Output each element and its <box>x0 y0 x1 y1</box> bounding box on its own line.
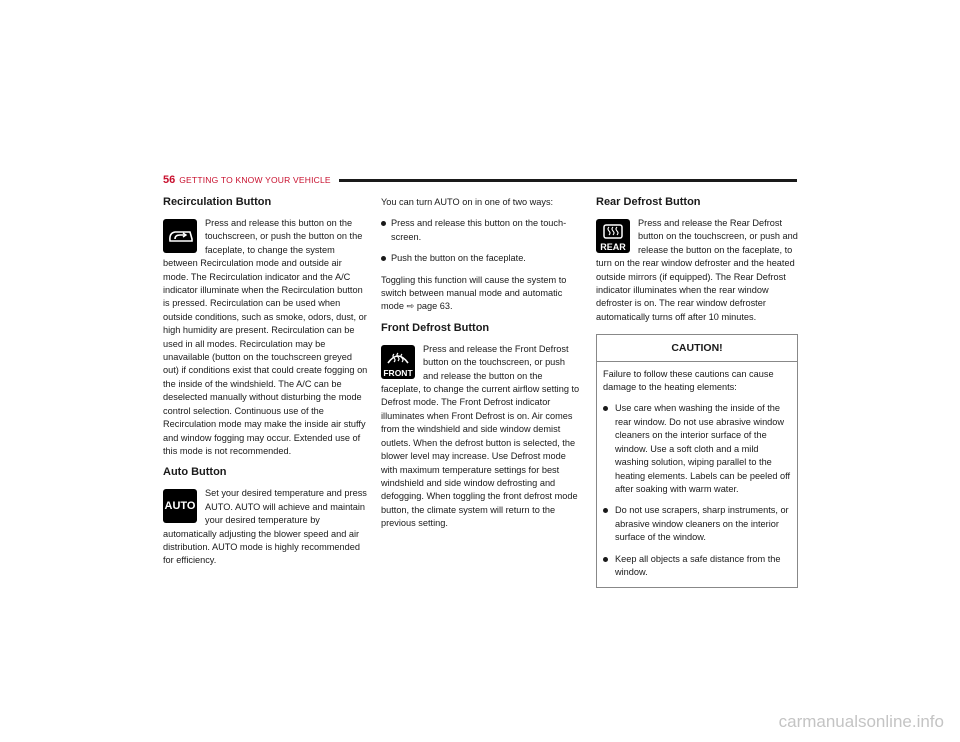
recirculation-icon <box>163 219 197 253</box>
auto-toggle-text <box>381 274 581 314</box>
list-item: Use care when washing the inside of the rear window. Do not use abrasive window cleaners on the interior surface of the window. Use a soft cloth and a mild washing solution, wiping parallel to the heating elements. Labels can be peeled off after soaking with warm water. <box>603 402 791 496</box>
rear-defrost-icon <box>596 219 630 253</box>
rear-defrost-text: Press and release the Rear Defrost button on the touchscreen, or push and release the button on the faceplate, to turn on the rear window defroster and the heated outside mirrors (if equipped). The Rear Defrost indicator illuminates when the rear window defroster is on. The rear window defroster automatically turns off after 10 minutes. <box>596 218 798 322</box>
caution-title: CAUTION! <box>597 335 797 361</box>
section-title: GETTING TO KNOW YOUR VEHICLE <box>179 175 331 185</box>
header-rule <box>339 179 797 182</box>
front-defrost-icon <box>381 345 415 379</box>
caution-box <box>596 334 798 588</box>
auto-icon <box>163 489 197 523</box>
auto-heading: Auto Button <box>163 466 227 479</box>
column-1 <box>163 196 368 576</box>
front-defrost-icon-label: FRONT <box>383 367 413 378</box>
caution-body <box>597 362 797 580</box>
auto-toggle-sentence: Toggling this function will cause the system to switch between manual mode and automatic mode <box>381 274 567 312</box>
auto-icon-label: AUTO <box>164 500 196 513</box>
column-2 <box>381 196 581 539</box>
rear-defrost-heading: Rear Defrost Button <box>596 196 701 208</box>
page-number: 56 <box>163 174 176 186</box>
front-defrost-text: Press and release the Front Defrost button on the touchscreen, or push and release the button on the faceplate, to change the current airflow setting to Defrost mode. The Front Defrost indicator illuminates when Front Defrost is on. Air comes from the windshield and side window demist outlets. When the defrost button is selected, the blower level may increase. Use Defrost mode with maximum temperature settings for best windshield and side window defrosting and defogging. When toggling the front defrost mode button, the climate system will return to the previous setting. <box>381 343 580 529</box>
auto-ways-list <box>381 217 581 265</box>
auto-text: Set your desired temperature and press AUTO. AUTO will achieve and maintain your desired temperature by automatically adjusting the blower speed and air distribution. AUTO mode is highly recommended for efficiency. <box>163 488 367 566</box>
watermark: carmanualsonline.info <box>778 712 944 731</box>
recirculation-text: Press and release this button on the touchscreen, or push the button on the faceplate, to change the system between Recirculation mode and outside air mode. The Recirculation indicator and the A/C indicator illuminate when the Recirculation button is pressed. Recirculation can be used when outside conditions, such as smoke, odors, dust, or high humidity are present. Recirculation can be used in all modes. Recirculation may be unavailable (button on the touchscreen greyed out) if conditions exist that could create fogging on the inside of the windshield. The A/C can be deselected manually without disturbing the mode control selection. Continuous use of the Recirculation mode may make the inside air stuffy and window fogging may occur. Extended use of this mode is not recommended. <box>163 218 368 456</box>
page-header <box>163 172 797 188</box>
list-item: Keep all objects a safe distance from the window. <box>603 553 791 580</box>
column-3 <box>596 196 798 588</box>
list-item: Push the button on the faceplate. <box>381 252 581 265</box>
recirculation-heading: Recirculation Button <box>163 196 272 208</box>
list-item: Do not use scrapers, sharp instruments, or abrasive window cleaners on the interior surface of the window. <box>603 504 791 544</box>
caution-intro: Failure to follow these cautions can cause damage to the heating elements: <box>603 368 774 393</box>
auto-ways-intro: You can turn AUTO on in one of two ways: <box>381 197 554 207</box>
page-reference-link[interactable]: page 63. <box>416 301 453 312</box>
list-item: Press and release this button on the touch-screen. <box>381 217 581 244</box>
rear-defrost-icon-label: REAR <box>600 242 626 252</box>
caution-list <box>603 402 791 579</box>
front-defrost-heading: Front Defrost Button <box>381 321 490 334</box>
arrow-right-icon: ⇨ <box>406 301 415 312</box>
